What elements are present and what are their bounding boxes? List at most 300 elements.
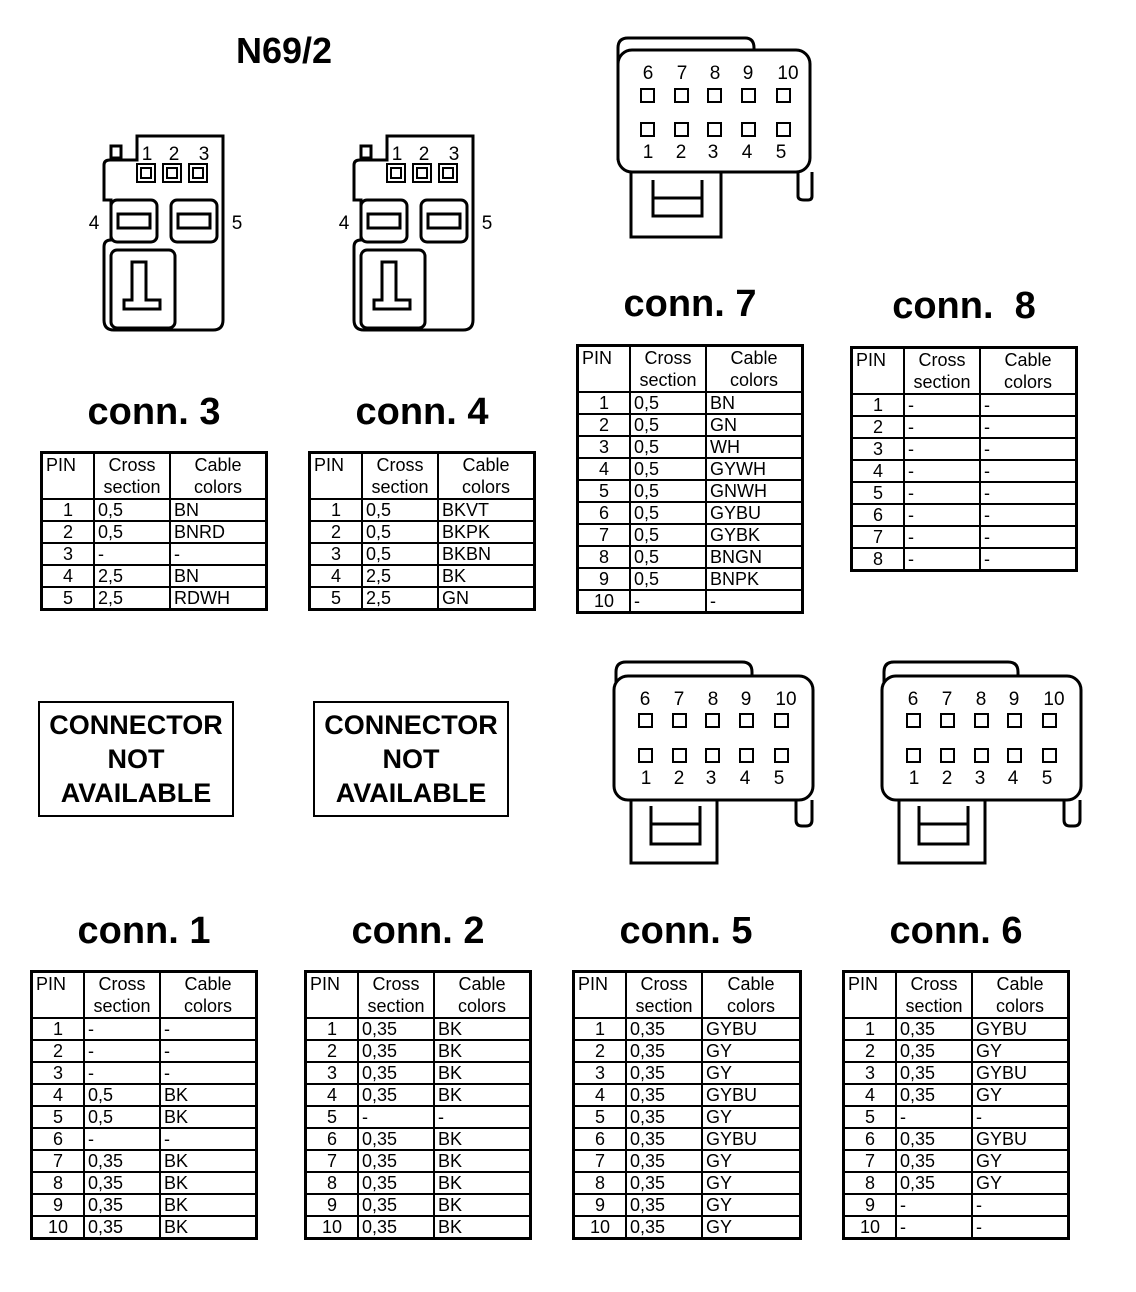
column-header-text: Cross [108, 455, 156, 475]
cable-color-cell: BK [434, 1062, 531, 1084]
cable-color-cell: GY [972, 1150, 1069, 1172]
cross-section-cell: 0,35 [626, 1062, 702, 1084]
table-row [32, 1040, 257, 1062]
cross-section-cell: 0,35 [84, 1172, 160, 1194]
column-header [358, 972, 434, 1019]
cable-color-cell: BK [434, 1216, 531, 1239]
column-header [578, 346, 631, 393]
table-row [574, 1128, 801, 1150]
connector-not-available-box [313, 701, 509, 817]
table-row [844, 1216, 1069, 1239]
not-available-line: CONNECTOR [324, 710, 498, 740]
cable-color-cell: GYBK [706, 524, 803, 546]
table-row [844, 1062, 1069, 1084]
cross-section-cell: 0,35 [626, 1216, 702, 1239]
cross-section-cell: - [904, 438, 980, 460]
table-row [574, 1216, 801, 1239]
column-header [94, 453, 170, 500]
pin-cell: 1 [578, 392, 631, 414]
pin-cell: 5 [578, 480, 631, 502]
pin-cell: 4 [32, 1084, 85, 1106]
cross-section-cell: 0,35 [358, 1018, 434, 1040]
column-header-text: section [635, 996, 693, 1016]
cross-section-cell: 0,5 [630, 524, 706, 546]
pin-cell: 1 [852, 394, 905, 416]
pin-cell: 9 [32, 1194, 85, 1216]
cable-color-cell: BK [160, 1084, 257, 1106]
pin-label: 3 [707, 142, 719, 163]
pin-cell: 5 [844, 1106, 897, 1128]
pin-label: 1 [908, 768, 920, 789]
table-row [574, 1194, 801, 1216]
conn1-pin-table [30, 970, 258, 1240]
table-row [42, 521, 267, 543]
column-header-text: section [905, 996, 963, 1016]
column-header [170, 453, 267, 500]
cross-section-cell: 0,35 [626, 1018, 702, 1040]
cable-color-cell: GN [438, 587, 535, 610]
pin-label: 2 [168, 144, 180, 165]
column-header-text: colors [1003, 372, 1052, 392]
pin-label: 5 [775, 142, 787, 163]
cross-section-cell: 0,5 [630, 502, 706, 524]
cable-color-cell: BN [706, 392, 803, 414]
column-header [160, 972, 257, 1019]
cable-color-cell: BNPK [706, 568, 803, 590]
table-row [310, 499, 535, 521]
cross-section-cell: 0,35 [358, 1194, 434, 1216]
column-header [362, 453, 438, 500]
pin-cell: 1 [32, 1018, 85, 1040]
connector-drawing-conn3 [104, 136, 223, 330]
cable-color-cell: GYBU [706, 502, 803, 524]
conn8-title: conn. 8 [892, 285, 1036, 327]
pin-cell: 1 [844, 1018, 897, 1040]
cable-color-cell: - [972, 1194, 1069, 1216]
pin-cell: 3 [852, 438, 905, 460]
pin-label: 1 [141, 144, 153, 165]
cable-color-cell: RDWH [170, 587, 267, 610]
cross-section-cell: 0,35 [358, 1150, 434, 1172]
cable-color-cell: - [160, 1040, 257, 1062]
conn4-pin-table [308, 451, 536, 611]
cable-color-cell: BK [434, 1128, 531, 1150]
column-header-text: Cable [462, 455, 510, 475]
pin-cell: 5 [852, 482, 905, 504]
pin-label: 4 [739, 768, 751, 789]
column-header-text: colors [457, 996, 506, 1016]
cross-section-cell: 0,35 [896, 1128, 972, 1150]
pin-label: 10 [1043, 689, 1065, 710]
pin-cell: 5 [306, 1106, 359, 1128]
table-row [32, 1062, 257, 1084]
cable-color-cell: GY [972, 1040, 1069, 1062]
cross-section-cell: 0,5 [362, 543, 438, 565]
conn6-title: conn. 6 [889, 910, 1023, 952]
column-header-text: PIN [856, 350, 887, 370]
cross-section-cell: 0,35 [626, 1194, 702, 1216]
column-header [84, 972, 160, 1019]
pin-cell: 6 [578, 502, 631, 524]
cable-color-cell: BK [160, 1106, 257, 1128]
column-header-text: Cross [918, 350, 966, 370]
cable-color-cell: BKVT [438, 499, 535, 521]
pin-cell: 7 [32, 1150, 85, 1172]
table-row [32, 1128, 257, 1150]
table-row [306, 1018, 531, 1040]
pin-cell: 2 [578, 414, 631, 436]
pin-label: 9 [742, 63, 754, 84]
pin-cell: 9 [574, 1194, 627, 1216]
pin-cell: 7 [306, 1150, 359, 1172]
cross-section-cell: - [84, 1018, 160, 1040]
pin-label: 6 [639, 689, 651, 710]
column-header-text: Cable [458, 974, 506, 994]
cable-color-cell: GY [972, 1084, 1069, 1106]
pin-cell: 3 [310, 543, 363, 565]
column-header-text: Cable [727, 974, 775, 994]
pin-cell: 4 [310, 565, 363, 587]
cross-section-cell: - [904, 548, 980, 571]
cross-section-cell: 0,35 [626, 1150, 702, 1172]
table-row [310, 543, 535, 565]
pin-label: 8 [709, 63, 721, 84]
cable-color-cell: GYBU [702, 1084, 801, 1106]
conn5-title: conn. 5 [619, 910, 753, 952]
table-row [852, 460, 1077, 482]
pin-cell: 2 [844, 1040, 897, 1062]
column-header-text: PIN [36, 974, 67, 994]
column-header-text: section [639, 370, 697, 390]
pin-cell: 9 [844, 1194, 897, 1216]
column-header [706, 346, 803, 393]
cable-color-cell: BK [434, 1018, 531, 1040]
cross-section-cell: 0,35 [358, 1216, 434, 1239]
cable-color-cell: GYBU [702, 1018, 801, 1040]
cable-color-cell: - [980, 438, 1077, 460]
table-row [574, 1150, 801, 1172]
cross-section-cell: 2,5 [362, 587, 438, 610]
column-header-text: PIN [46, 455, 77, 475]
pin-cell: 8 [578, 546, 631, 568]
cross-section-cell: 0,35 [896, 1062, 972, 1084]
table-row [306, 1106, 531, 1128]
column-header-text: section [103, 477, 161, 497]
pin-label: 4 [338, 213, 350, 234]
column-header-text: PIN [848, 974, 879, 994]
cross-section-cell: - [94, 543, 170, 565]
cross-section-cell: 0,35 [626, 1128, 702, 1150]
pin-label: 6 [642, 63, 654, 84]
table-row [32, 1216, 257, 1239]
pin-cell: 5 [32, 1106, 85, 1128]
table-row [578, 546, 803, 568]
pin-cell: 9 [578, 568, 631, 590]
cross-section-cell: 0,35 [358, 1040, 434, 1062]
table-row [306, 1128, 531, 1150]
table-row [578, 436, 803, 458]
cable-color-cell: BK [160, 1216, 257, 1239]
cross-section-cell: 0,5 [630, 436, 706, 458]
table-row [578, 458, 803, 480]
pin-cell: 7 [852, 526, 905, 548]
table-row [852, 504, 1077, 526]
cross-section-cell: 0,35 [358, 1172, 434, 1194]
conn4-title: conn. 4 [355, 391, 489, 433]
cable-color-cell: GYBU [972, 1128, 1069, 1150]
column-header-text: section [371, 477, 429, 497]
pin-label: 2 [418, 144, 430, 165]
column-header [702, 972, 801, 1019]
table-row [844, 1040, 1069, 1062]
cross-section-cell: 0,35 [626, 1084, 702, 1106]
cable-color-cell: - [980, 482, 1077, 504]
column-header-text: section [367, 996, 425, 1016]
cable-color-cell: BK [160, 1150, 257, 1172]
cross-section-cell: 2,5 [94, 565, 170, 587]
pin-cell: 8 [852, 548, 905, 571]
pin-cell: 6 [852, 504, 905, 526]
cable-color-cell: GYBU [702, 1128, 801, 1150]
table-row [578, 480, 803, 502]
cross-section-cell: - [904, 504, 980, 526]
cross-section-cell: 0,35 [84, 1150, 160, 1172]
column-header [434, 972, 531, 1019]
column-header [852, 348, 905, 395]
column-header-text: section [913, 372, 971, 392]
pin-cell: 3 [844, 1062, 897, 1084]
cross-section-cell: 0,5 [630, 568, 706, 590]
cross-section-cell: 0,35 [626, 1040, 702, 1062]
pin-label: 6 [907, 689, 919, 710]
cable-color-cell: BK [160, 1172, 257, 1194]
cable-color-cell: - [160, 1018, 257, 1040]
cross-section-cell: 0,5 [630, 480, 706, 502]
conn2-title: conn. 2 [351, 910, 485, 952]
cable-color-cell: - [160, 1128, 257, 1150]
column-header-text: Cross [98, 974, 146, 994]
table-row [32, 1194, 257, 1216]
pin-cell: 4 [844, 1084, 897, 1106]
cable-color-cell: GYBU [972, 1062, 1069, 1084]
column-header-text: colors [995, 996, 1044, 1016]
cable-color-cell: GY [702, 1194, 801, 1216]
pin-label: 2 [675, 142, 687, 163]
pin-cell: 3 [32, 1062, 85, 1084]
column-header-text: Cross [640, 974, 688, 994]
cross-section-cell: 0,5 [630, 458, 706, 480]
cable-color-cell: BNGN [706, 546, 803, 568]
pin-label: 2 [941, 768, 953, 789]
pin-cell: 6 [32, 1128, 85, 1150]
pin-label: 8 [707, 689, 719, 710]
cross-section-cell: 0,35 [358, 1062, 434, 1084]
column-header-text: Cross [910, 974, 958, 994]
table-row [844, 1106, 1069, 1128]
table-header-row [310, 453, 535, 500]
cable-color-cell: BK [160, 1194, 257, 1216]
table-row [310, 565, 535, 587]
cable-color-cell: BN [170, 499, 267, 521]
table-row [852, 548, 1077, 571]
cross-section-cell: - [904, 394, 980, 416]
cable-color-cell: GN [706, 414, 803, 436]
cross-section-cell: 0,5 [94, 499, 170, 521]
cross-section-cell: 0,35 [84, 1194, 160, 1216]
table-row [852, 416, 1077, 438]
cross-section-cell: - [84, 1062, 160, 1084]
pin-label: 7 [673, 689, 685, 710]
cable-color-cell: WH [706, 436, 803, 458]
pin-label: 10 [777, 63, 799, 84]
conn6-pin-table [842, 970, 1070, 1240]
pin-cell: 8 [844, 1172, 897, 1194]
table-row [42, 543, 267, 565]
cross-section-cell: 0,5 [84, 1084, 160, 1106]
column-header [310, 453, 363, 500]
column-header-text: PIN [310, 974, 341, 994]
table-row [32, 1018, 257, 1040]
table-row [42, 499, 267, 521]
pin-label: 5 [481, 213, 493, 234]
cross-section-cell: 0,5 [362, 521, 438, 543]
pin-label: 3 [198, 144, 210, 165]
pin-cell: 1 [310, 499, 363, 521]
column-header [438, 453, 535, 500]
pin-label: 1 [391, 144, 403, 165]
cable-color-cell: - [706, 590, 803, 613]
column-header-text: section [93, 996, 151, 1016]
cross-section-cell: 0,35 [626, 1106, 702, 1128]
pin-cell: 9 [306, 1194, 359, 1216]
table-row [852, 526, 1077, 548]
cross-section-cell: 0,5 [84, 1106, 160, 1128]
table-row [844, 1128, 1069, 1150]
pin-cell: 3 [578, 436, 631, 458]
conn3-pin-table [40, 451, 268, 611]
table-row [578, 414, 803, 436]
pin-cell: 5 [42, 587, 95, 610]
column-header-text: colors [193, 477, 242, 497]
pin-label: 9 [740, 689, 752, 710]
cable-color-cell: GY [972, 1172, 1069, 1194]
cable-color-cell: - [434, 1106, 531, 1128]
conn7-pin-table [576, 344, 804, 614]
cross-section-cell: 0,35 [896, 1084, 972, 1106]
pin-label: 3 [448, 144, 460, 165]
pin-label: 8 [975, 689, 987, 710]
column-header [904, 348, 980, 395]
table-row [306, 1216, 531, 1239]
table-row [574, 1018, 801, 1040]
cross-section-cell: - [904, 460, 980, 482]
table-row [852, 482, 1077, 504]
cable-color-cell: GYBU [972, 1018, 1069, 1040]
cable-color-cell: BKPK [438, 521, 535, 543]
cable-color-cell: GY [702, 1150, 801, 1172]
column-header [626, 972, 702, 1019]
pin-cell: 4 [574, 1084, 627, 1106]
table-row [32, 1172, 257, 1194]
pin-label: 2 [673, 768, 685, 789]
cross-section-cell: 0,5 [630, 392, 706, 414]
cable-color-cell: GY [702, 1216, 801, 1239]
conn2-pin-table [304, 970, 532, 1240]
conn3-title: conn. 3 [87, 391, 221, 433]
column-header-text: PIN [314, 455, 345, 475]
column-header-text: Cross [376, 455, 424, 475]
table-row [578, 524, 803, 546]
cable-color-cell: BK [438, 565, 535, 587]
pin-cell: 8 [574, 1172, 627, 1194]
cross-section-cell: 0,35 [896, 1040, 972, 1062]
cross-section-cell: 2,5 [94, 587, 170, 610]
cable-color-cell: BK [434, 1040, 531, 1062]
cross-section-cell: - [896, 1106, 972, 1128]
conn1-title: conn. 1 [77, 910, 211, 952]
pin-cell: 10 [306, 1216, 359, 1239]
cross-section-cell: 0,35 [84, 1216, 160, 1239]
cross-section-cell: - [904, 482, 980, 504]
table-row [844, 1194, 1069, 1216]
cable-color-cell: BK [434, 1150, 531, 1172]
pin-cell: 3 [574, 1062, 627, 1084]
table-row [844, 1018, 1069, 1040]
column-header [896, 972, 972, 1019]
cross-section-cell: - [84, 1040, 160, 1062]
table-row [844, 1172, 1069, 1194]
pin-label: 7 [676, 63, 688, 84]
cross-section-cell: 0,35 [358, 1128, 434, 1150]
cable-color-cell: - [980, 394, 1077, 416]
table-row [574, 1084, 801, 1106]
cable-color-cell: BK [434, 1172, 531, 1194]
table-row [574, 1040, 801, 1062]
pin-label: 4 [741, 142, 753, 163]
page-title: N69/2 [236, 30, 333, 71]
cross-section-cell: - [896, 1194, 972, 1216]
cross-section-cell: 0,35 [626, 1172, 702, 1194]
pin-cell: 1 [306, 1018, 359, 1040]
column-header [574, 972, 627, 1019]
pin-cell: 8 [32, 1172, 85, 1194]
table-row [306, 1084, 531, 1106]
table-row [574, 1106, 801, 1128]
column-header-text: Cable [1004, 350, 1052, 370]
pin-label: 5 [231, 213, 243, 234]
connector-drawing-conn4 [354, 136, 473, 330]
pin-label: 1 [640, 768, 652, 789]
cable-color-cell: BNRD [170, 521, 267, 543]
table-row [578, 568, 803, 590]
pin-cell: 1 [42, 499, 95, 521]
pin-label: 3 [705, 768, 717, 789]
cable-color-cell: BN [170, 565, 267, 587]
table-row [844, 1084, 1069, 1106]
pin-cell: 7 [574, 1150, 627, 1172]
not-available-line: NOT [107, 744, 165, 774]
pin-label: 5 [1041, 768, 1053, 789]
table-header-row [306, 972, 531, 1019]
pin-cell: 5 [574, 1106, 627, 1128]
table-row [306, 1062, 531, 1084]
pin-cell: 2 [852, 416, 905, 438]
pin-cell: 10 [578, 590, 631, 613]
column-header-text: colors [461, 477, 510, 497]
cable-color-cell: - [980, 526, 1077, 548]
conn7-title: conn. 7 [623, 283, 757, 325]
cross-section-cell: 0,35 [896, 1150, 972, 1172]
